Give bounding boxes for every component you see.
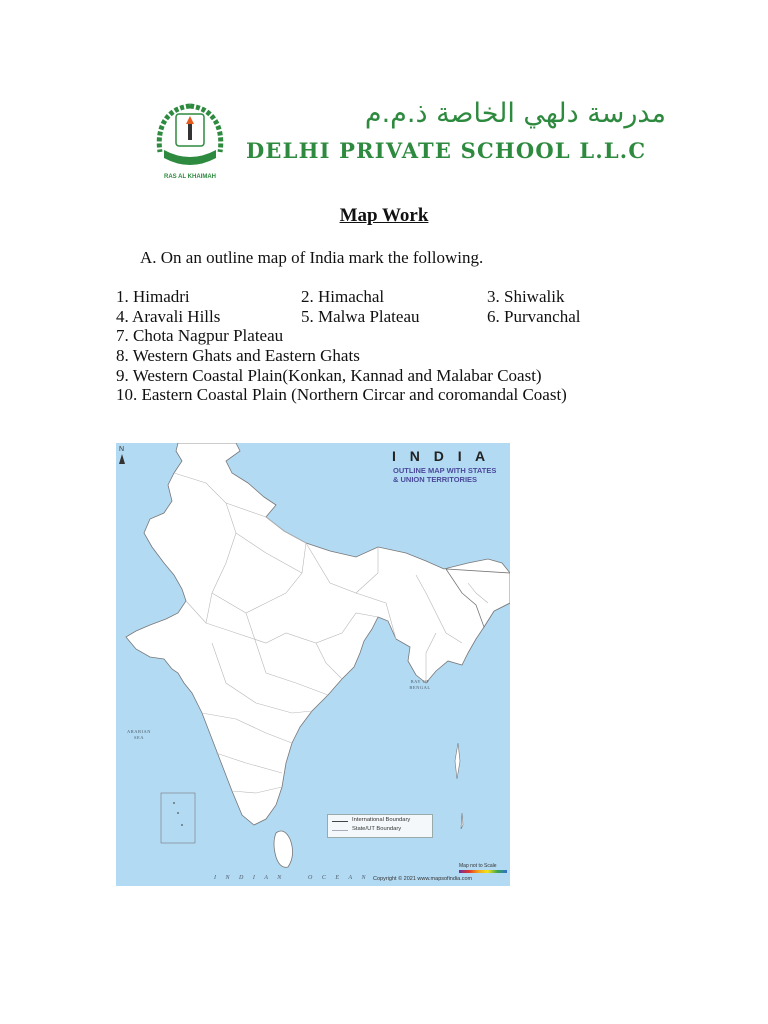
logo-caption: RAS AL KHAIMAH bbox=[164, 174, 216, 180]
items-grid-row bbox=[116, 287, 676, 307]
legend-state-label: State/UT Boundary bbox=[352, 826, 402, 832]
list-item: 4. Aravali Hills bbox=[116, 306, 221, 326]
list-item: 3. Shiwalik bbox=[487, 287, 565, 306]
map-subtitle bbox=[393, 466, 510, 484]
state-boundary-line bbox=[332, 830, 348, 831]
school-name-arabic: مدرسة دلهي الخاصة ذ.م.م bbox=[364, 98, 666, 129]
school-name: DELHI PRIVATE SCHOOL L.L.C bbox=[246, 138, 647, 163]
map-subtitle-line2: & UNION TERRITORIES bbox=[393, 475, 478, 484]
school-header bbox=[150, 92, 670, 182]
list-item: 8. Western Ghats and Eastern Ghats bbox=[116, 345, 360, 365]
india-outline-map bbox=[116, 443, 510, 886]
map-copyright: Copyright © 2021 www.mapsofindia.com bbox=[373, 876, 473, 882]
page-title: Map Work bbox=[339, 205, 429, 226]
list-item: 5. Malwa Plateau bbox=[301, 306, 420, 326]
ocean-label: O C E A N bbox=[308, 875, 370, 881]
color-bar bbox=[459, 870, 507, 873]
map-drawing bbox=[116, 443, 510, 886]
map-subtitle-line1: OUTLINE MAP WITH STATES bbox=[393, 466, 497, 475]
arabian-sea-label: ARABIAN SEA bbox=[126, 729, 151, 740]
list-item: 9. Western Coastal Plain(Konkan, Kannad and Malabar Coast) bbox=[116, 365, 542, 385]
list-item: 7. Chota Nagpur Plateau bbox=[116, 326, 284, 345]
bay-of-bengal-label: BAY OF BENGAL bbox=[409, 679, 431, 690]
list-item: 10. Eastern Coastal Plain (Northern Circar and coromandal Coast) bbox=[116, 385, 567, 405]
list-item: 6. Purvanchal bbox=[487, 306, 581, 326]
instruction-text: A. On an outline map of India mark the following. bbox=[140, 248, 484, 267]
map-legend bbox=[327, 814, 433, 838]
scale-note: Map not to Scale bbox=[459, 863, 497, 869]
list-item: 1. Himadri bbox=[116, 287, 190, 306]
international-boundary-line bbox=[332, 821, 348, 822]
list-item: 2. Himachal bbox=[301, 287, 385, 306]
north-arrow-icon bbox=[119, 446, 125, 464]
north-label: N bbox=[119, 446, 125, 453]
indian-label: I N D I A N bbox=[214, 875, 286, 881]
map-title: I N D I A bbox=[392, 448, 491, 464]
items-grid-row bbox=[116, 307, 676, 327]
school-logo-icon bbox=[150, 92, 230, 182]
items-grid bbox=[116, 287, 676, 326]
legend-international-label: International Boundary bbox=[352, 817, 411, 823]
items-list bbox=[116, 326, 567, 405]
